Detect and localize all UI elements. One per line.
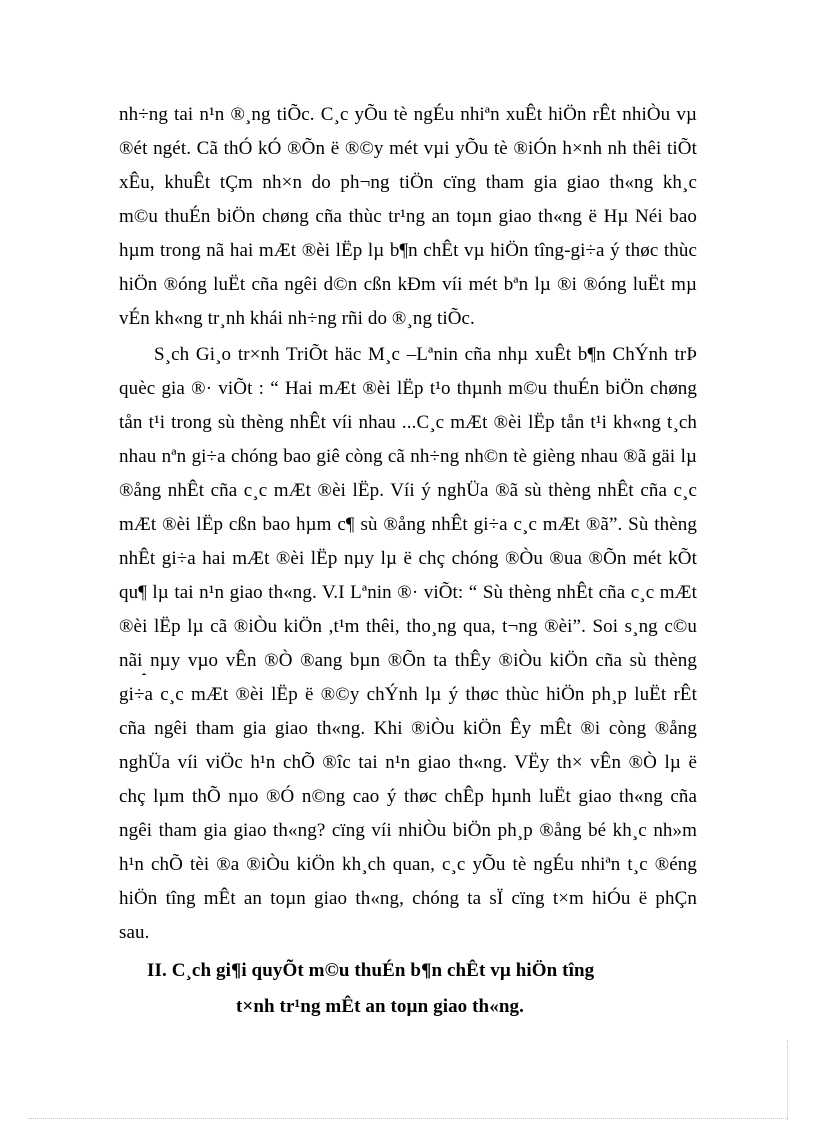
paragraph-line: h¹n chÕ tèi ®a ®iÒu kiÖn kh¸ch quan, c¸c yÕu tè ngÉu nhiªn t¸c ®éng [119, 854, 697, 875]
paragraph-line: tån t¹i trong sù thèng nhÊt víi nhau ...C¸c mÆt ®èi lËp tån t¹i kh«ng t¸ch [119, 412, 697, 433]
paragraph-line: ®ång nhÊt cña c¸c mÆt ®èi lËp. Víi ý nghÜa ®ã sù thèng nhÊt cña c¸c [119, 480, 697, 501]
paragraph-line: ngêi tham gia giao th«ng? cïng víi nhiÒu biÖn ph¸p ®ång bé kh¸c nh»m [119, 820, 697, 841]
paragraph-line: hiÖn ®óng luËt cña ngêi d©n cßn kÐm víi mét bªn lµ ®i ®óng luËt mµ [119, 274, 697, 295]
section-heading: II. C¸ch gi¶i quyÕt m©u thuÉn b¶n chÊt vµ hiÖn tîng [147, 960, 595, 981]
paragraph-line: nh÷ng tai n¹n ®¸ng tiÕc. C¸c yÕu tè ngÉu nhiªn xuÊt hiÖn rÊt nhiÒu vµ [119, 104, 697, 125]
paragraph-line: S¸ch Gi¸o tr×nh TriÕt häc M¸c –Lªnin cña nhµ xuÊt b¶n ChÝnh trÞ [154, 344, 697, 365]
page-border-right [787, 1040, 788, 1120]
paragraph-line: gi÷a c¸c mÆt ®èi lËp ë ®©y chÝnh lµ ý thøc thùc hiÖn ph¸p luËt rÊt [119, 684, 697, 705]
paragraph-line: hiÖn tîng mÊt an toµn giao th«ng, chóng ta sÏ cïng t×m hiÓu ë phÇn [119, 888, 697, 909]
paragraph-line: quèc gia ®· viÕt : “ Hai mÆt ®èi lËp t¹o thµnh m©u thuÉn biÖn chøng [119, 378, 697, 399]
paragraph-line: vÉn kh«ng tr¸nh khái nh÷ng rñi do ®¸ng tiÕc. [119, 308, 475, 329]
paragraph-line: ®èi lËp lµ cã ®iÒu kiÖn ,t¹m thêi, tho¸ng qua, t¬ng ®èi”. Soi s¸ng c©u [119, 616, 697, 637]
paragraph-line: nãi nµy vµo vÊn ®Ò ®ang bµn ®Õn ta thÊy ®iÒu kiÖn cña sù thèng [119, 650, 697, 671]
paragraph-line: nhÊt gi÷a hai mÆt ®èi lËp nµy lµ ë chç chóng ®Òu ®ua ®Õn mét kÕt [119, 548, 697, 569]
paragraph-line: chç lµm thÕ nµo ®Ó n©ng cao ý thøc chÊp hµnh luËt giao th«ng cña [119, 786, 697, 807]
paragraph-line: xÊu, khuÊt tÇm nh×n do ph¬ng tiÖn cïng tham gia giao th«ng kh¸c [119, 172, 697, 193]
paragraph-line: ®ét ngét. Cã thÓ kÓ ®Õn ë ®©y mét vµi yÕu tè ®iÓn h×nh nh thêi tiÕt [119, 138, 697, 159]
page-border-bottom [28, 1118, 788, 1119]
paragraph-line: cña ngêi tham gia giao th«ng. Khi ®iÒu kiÖn Êy mÊt ®i còng ®ång [119, 718, 697, 739]
paragraph-line: qu¶ lµ tai n¹n giao th«ng. V.I Lªnin ®· viÕt: “ Sù thèng nhÊt cña c¸c mÆt [119, 582, 697, 603]
paragraph-line: mÆt ®èi lËp cßn bao hµm c¶ sù ®ång nhÊt gi÷a c¸c mÆt ®ã”. Sù thèng [119, 514, 697, 535]
paragraph-line: m©u thuÉn biÖn chøng cña thùc tr¹ng an toµn giao th«ng ë Hµ Néi bao [119, 206, 697, 227]
paragraph-line: hµm trong nã hai mÆt ®èi lËp lµ b¶n chÊt vµ hiÖn tîng-gi÷a ý thøc thùc [119, 240, 697, 261]
paragraph-line: nhau nªn gi÷a chóng bao giê còng cã nh÷ng nh©n tè gièng nhau ®ã gäi lµ [119, 446, 697, 467]
section-heading-continued: t×nh tr¹ng mÊt an toµn giao th«ng. [236, 996, 524, 1017]
paragraph-line: sau. [119, 922, 150, 943]
paragraph-line: nghÜa víi viÖc h¹n chÕ ®îc tai n¹n giao th«ng. VËy th× vÊn ®Ò lµ ë [119, 752, 697, 773]
